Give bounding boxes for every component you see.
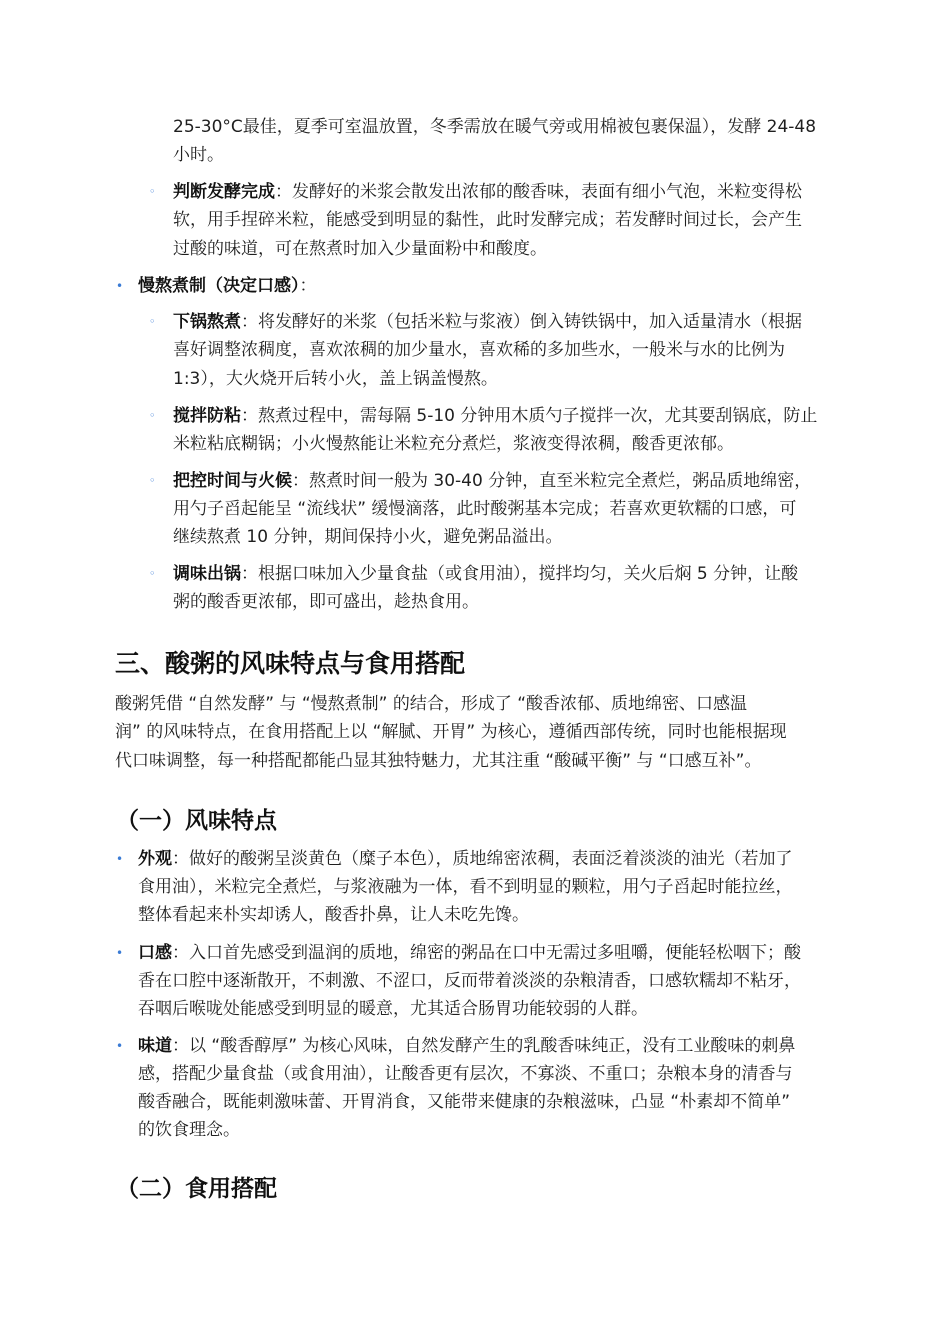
text-line: 喜好调整浓稠度，喜欢浓稠的加少量水，喜欢稀的多加些水，一般米与水的比例为 <box>173 340 785 360</box>
text-line: 1:3），大火烧开后转小火，盖上锅盖慢熬。 <box>173 369 498 389</box>
subsection-heading: （二）食用搭配 <box>116 1176 277 1202</box>
list-item-judge <box>173 178 802 207</box>
text-line: ：入口首先感受到温润的质地，绵密的粥品在口中无需过多咀嚼，便能轻松咽下；酸 <box>172 943 801 963</box>
text-line: 继续熬煮 10 分钟，期间保持小火，避免粥品溢出。 <box>173 527 563 547</box>
text-line: 酸香融合，既能刺激味蕾、开胃消食，又能带来健康的杂粮滋味，凸显 “朴素却不简单” <box>138 1092 791 1112</box>
text-line: 代口味调整，每一种搭配都能凸显其独特魅力，尤其注重 “酸碱平衡” 与 “口感互补”。 <box>115 751 762 771</box>
item-title: 把控时间与火候 <box>173 471 292 491</box>
bullet-icon: • <box>116 279 124 293</box>
list-item-taste <box>138 1032 795 1061</box>
sub-bullet-icon: ◦ <box>149 185 156 198</box>
item-title: 调味出锅 <box>173 564 241 584</box>
text-line: ： <box>299 276 317 296</box>
list-item-season <box>173 560 798 589</box>
bullet-icon: • <box>116 946 124 960</box>
text-line: ：根据口味加入少量食盐（或食用油），搅拌均匀，关火后焖 5 分钟，让酸 <box>241 564 799 584</box>
text-line: ：熬煮时间一般为 30-40 分钟，直至米粒完全煮烂，粥品质地绵密， <box>292 471 812 491</box>
text-line: 用勺子舀起能呈 “流线状” 缓慢滴落，此时酸粥基本完成；若喜欢更软糯的口感，可 <box>173 499 797 519</box>
sub-bullet-icon: ◦ <box>149 409 156 422</box>
text-line: 感，搭配少量食盐（或食用油），让酸香更有层次，不寡淡、不重口；杂粮本身的清香与 <box>138 1064 793 1084</box>
text-line: 软，用手捏碎米粒，能感受到明显的黏性，此时发酵完成；若发酵时间过长，会产生 <box>173 210 802 230</box>
bullet-icon: • <box>116 1039 124 1053</box>
text-line: 润” 的风味特点，在食用搭配上以 “解腻、开胃” 为核心，遵循西部传统，同时也能根据现 <box>115 722 787 742</box>
text-line: 酸粥凭借 “自然发酵” 与 “慢熬煮制” 的结合，形成了 “酸香浓郁、质地绵密、口感温 <box>115 694 748 714</box>
text-line: 米粒粘底糊锅；小火慢熬能让米粒充分煮烂，浆液变得浓稠，酸香更浓郁。 <box>173 434 734 454</box>
sub-bullet-icon: ◦ <box>149 315 156 328</box>
item-title: 判断发酵完成 <box>173 182 275 202</box>
sub-bullet-icon: ◦ <box>149 567 156 580</box>
text-line: ：以 “酸香醇厚” 为核心风味，自然发酵产生的乳酸香味纯正，没有工业酸味的刺鼻 <box>172 1036 796 1056</box>
text-line: ：发酵好的米浆会散发出浓郁的酸香味，表面有细小气泡，米粒变得松 <box>275 182 802 202</box>
item-title: 口感 <box>138 943 172 963</box>
text-line: ：熬煮过程中，需每隔 5-10 分钟用木质勺子搅拌一次，尤其要刮锅底，防止 <box>241 406 818 426</box>
list-item-look <box>138 845 793 874</box>
list-item-slow <box>138 272 317 301</box>
list-item-pot <box>173 308 802 337</box>
subsection-heading: （一）风味特点 <box>116 808 277 834</box>
list-item-stir <box>173 402 817 431</box>
text-line: 小时。 <box>173 145 224 165</box>
list-item-time <box>173 467 811 496</box>
text-line: 的饮食理念。 <box>138 1120 240 1140</box>
item-title: 外观 <box>138 849 172 869</box>
text-line: 香在口腔中逐渐散开，不刺激、不涩口，反而带着淡淡的杂粮清香，口感软糯却不粘牙， <box>138 971 801 991</box>
text-line: 粥的酸香更浓郁，即可盛出，趁热食用。 <box>173 592 479 612</box>
text-line: 食用油），米粒完全煮烂，与浆液融为一体，看不到明显的颗粒，用勺子舀起时能拉丝， <box>138 877 793 897</box>
text-line: ：做好的酸粥呈淡黄色（糜子本色），质地绵密浓稠，表面泛着淡淡的油光（若加了 <box>172 849 793 869</box>
text-line: ：将发酵好的米浆（包括米粒与浆液）倒入铸铁锅中，加入适量清水（根据 <box>241 312 802 332</box>
item-title: 搅拌防粘 <box>173 406 241 426</box>
bullet-icon: • <box>116 852 124 866</box>
text-line: 整体看起来朴实却诱人，酸香扑鼻，让人未吃先馋。 <box>138 905 529 925</box>
sub-bullet-icon: ◦ <box>149 474 156 487</box>
text-line: 过酸的味道，可在熬煮时加入少量面粉中和酸度。 <box>173 239 547 259</box>
item-title: 下锅熬煮 <box>173 312 241 332</box>
text-line: 25-30°C最佳，夏季可室温放置，冬季需放在暖气旁或用棉被包裹保温），发酵 24-48 <box>173 117 817 137</box>
item-title: 慢熬煮制（决定口感） <box>138 276 300 296</box>
section-heading: 三、酸粥的风味特点与食用搭配 <box>115 649 466 678</box>
item-title: 味道 <box>138 1036 172 1056</box>
list-item-mouthfeel <box>138 939 801 968</box>
text-line: 吞咽后喉咙处能感受到明显的暖意，尤其适合肠胃功能较弱的人群。 <box>138 999 648 1019</box>
